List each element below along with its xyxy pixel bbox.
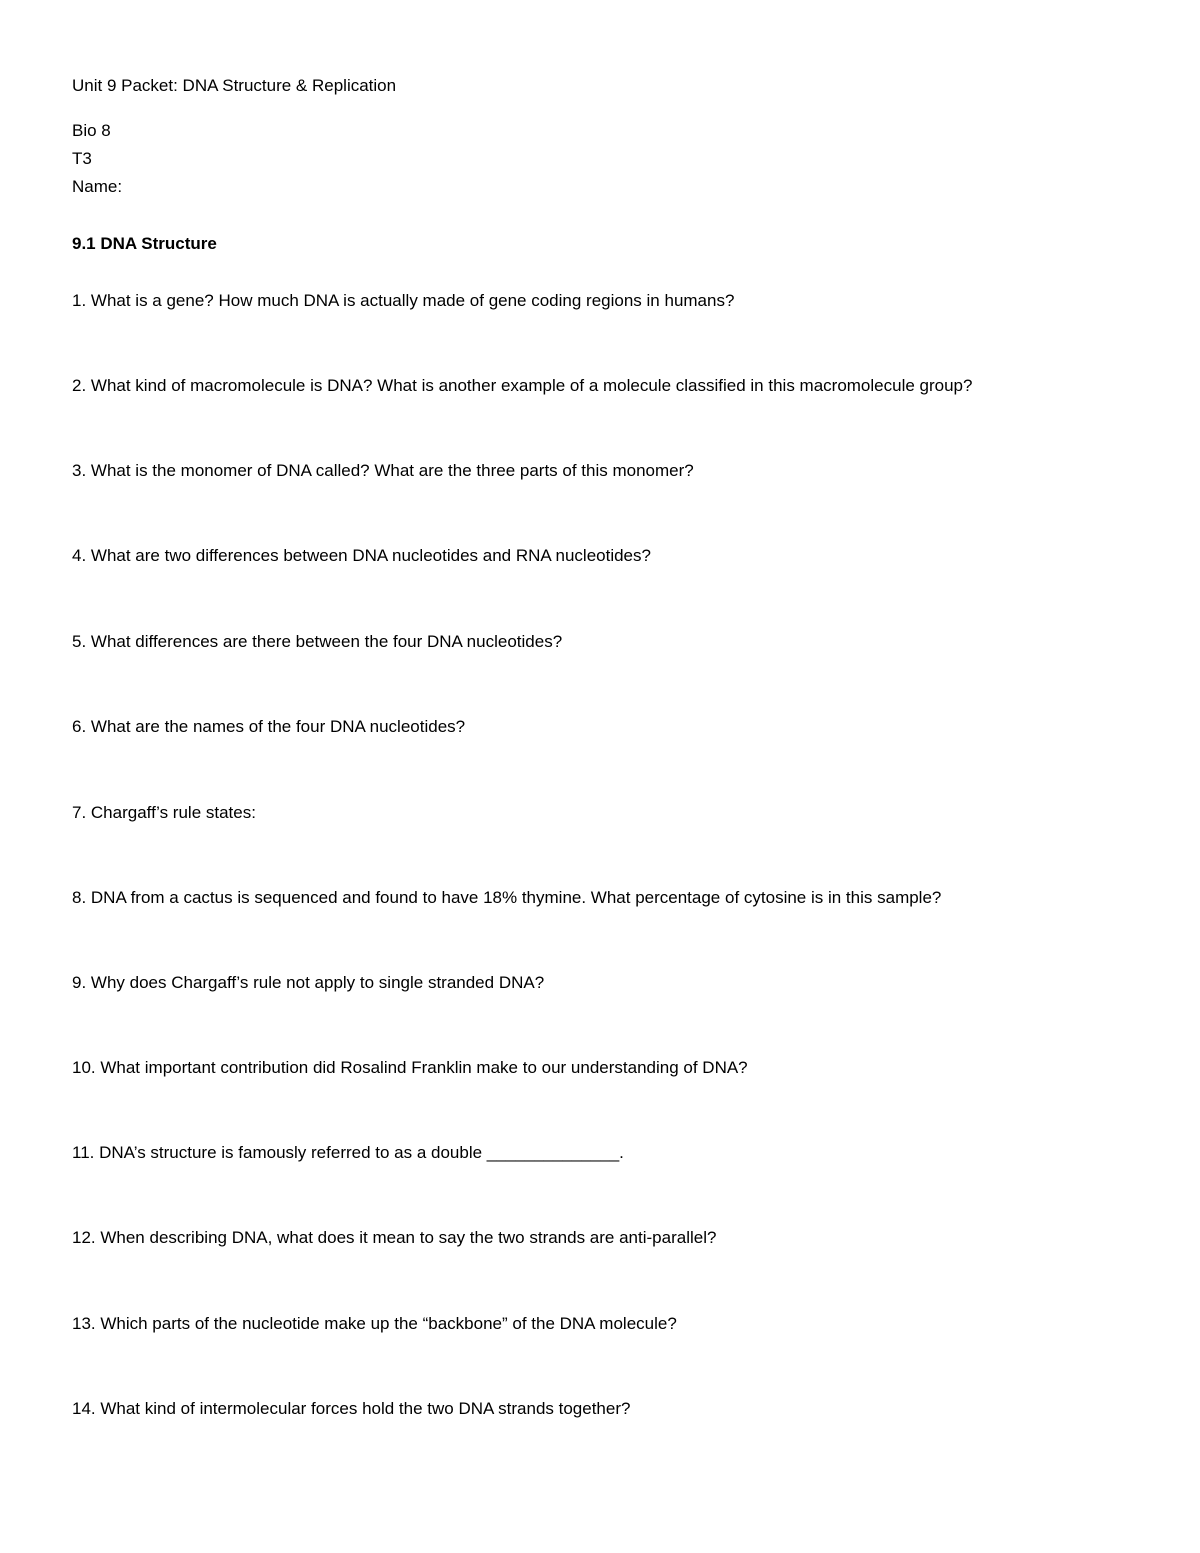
question-1: 1. What is a gene? How much DNA is actually made of gene coding regions in humans? xyxy=(72,291,735,310)
question-3: 3. What is the monomer of DNA called? What are the three parts of this monomer? xyxy=(72,461,694,480)
question-9: 9. Why does Chargaff’s rule not apply to single stranded DNA? xyxy=(72,973,545,992)
question-14: 14. What kind of intermolecular forces hold the two DNA strands together? xyxy=(72,1399,631,1418)
course-label: Bio 8 xyxy=(72,121,111,140)
question-6: 6. What are the names of the four DNA nucleotides? xyxy=(72,717,466,736)
question-8: 8. DNA from a cactus is sequenced and found to have 18% thymine. What percentage of cytosine is in this sample? xyxy=(72,888,942,907)
question-7: 7. Chargaff’s rule states: xyxy=(72,803,256,822)
question-12: 12. When describing DNA, what does it mean to say the two strands are anti-parallel? xyxy=(72,1228,717,1247)
section-heading: 9.1 DNA Structure xyxy=(72,234,217,253)
packet-title: Unit 9 Packet: DNA Structure & Replication xyxy=(72,76,397,95)
question-2: 2. What kind of macromolecule is DNA? What is another example of a molecule classified in this macromolecule group? xyxy=(72,376,973,395)
question-11: 11. DNA’s structure is famously referred to as a double ______________. xyxy=(72,1143,624,1162)
term-label: T3 xyxy=(72,149,92,168)
name-label: Name: xyxy=(72,177,123,196)
question-5: 5. What differences are there between the four DNA nucleotides? xyxy=(72,632,563,651)
question-10: 10. What important contribution did Rosalind Franklin make to our understanding of DNA? xyxy=(72,1058,748,1077)
question-4: 4. What are two differences between DNA nucleotides and RNA nucleotides? xyxy=(72,546,651,565)
question-13: 13. Which parts of the nucleotide make up the “backbone” of the DNA molecule? xyxy=(72,1314,677,1333)
